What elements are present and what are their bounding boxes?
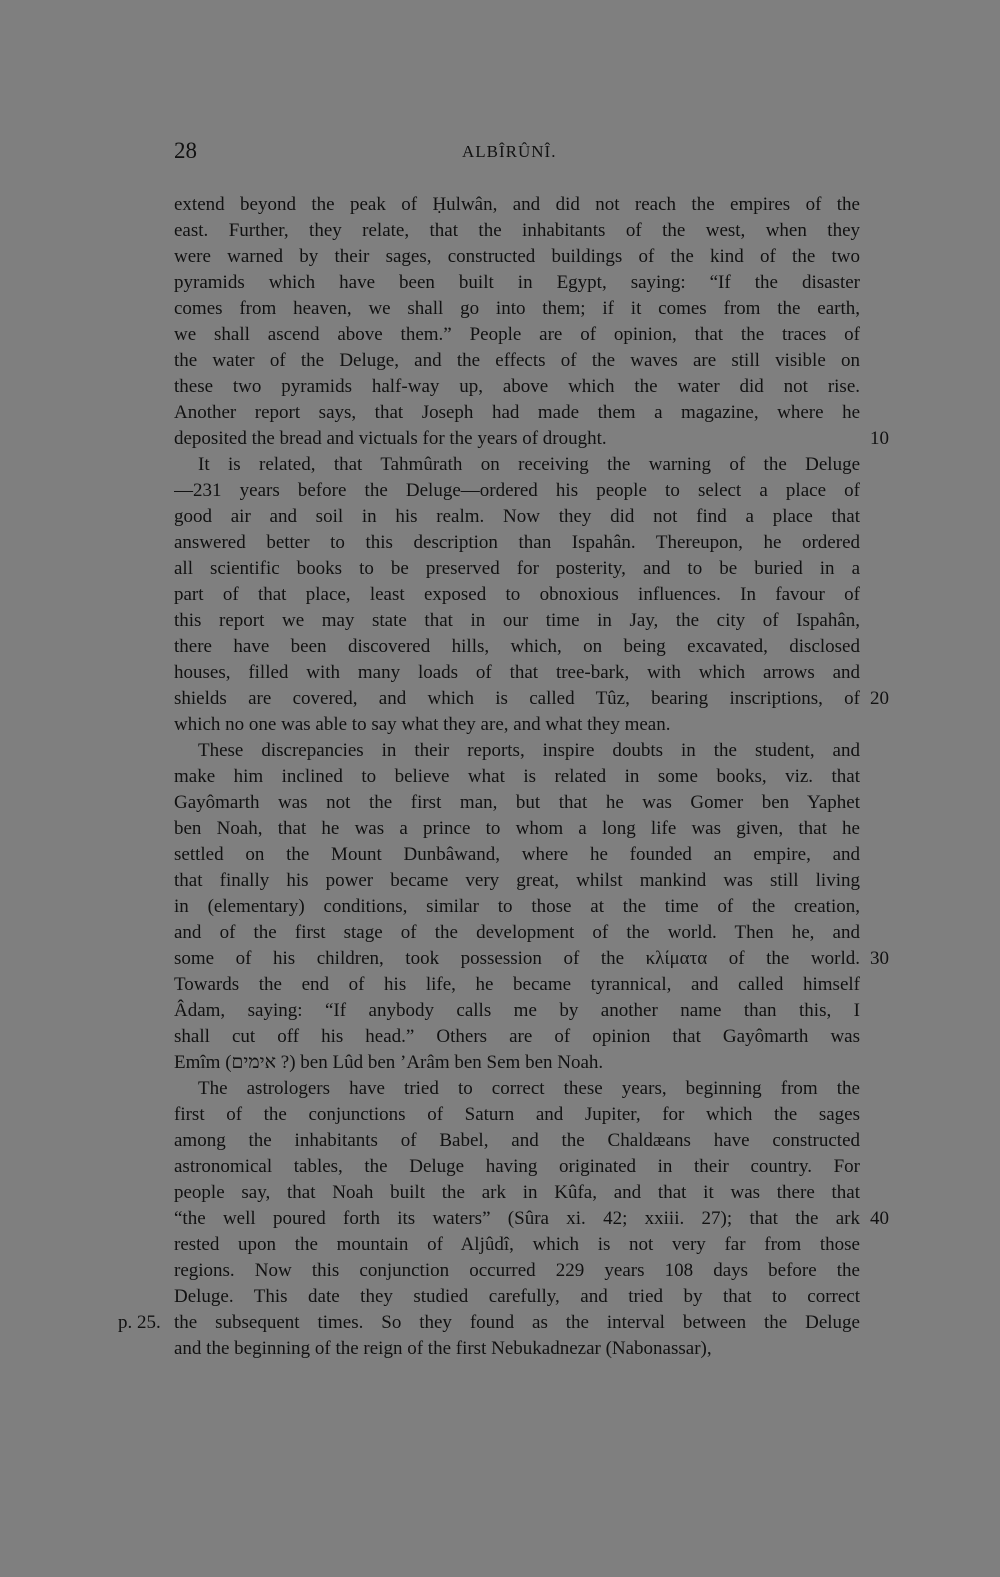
- line-number: 30: [870, 948, 889, 969]
- text-line: and of the first stage of the development of the world. Then he, and: [174, 922, 860, 943]
- text-line: were warned by their sages, constructed buildings of the kind of the two: [174, 246, 860, 267]
- text-line: These discrepancies in their reports, inspire doubts in the student, and: [198, 740, 860, 761]
- text-line: all scientific books to be preserved for posterity, and to be buried in a: [174, 558, 860, 579]
- line-number: 20: [870, 688, 889, 709]
- text-line: answered better to this description than Ispahân. Thereupon, he ordered: [174, 532, 860, 553]
- text-line: Gayômarth was not the first man, but that he was Gomer ben Yaphet: [174, 792, 860, 813]
- text-line: houses, filled with many loads of that tree-bark, with which arrows and: [174, 662, 860, 683]
- text-line: shall cut off his head.” Others are of opinion that Gayômarth was: [174, 1026, 860, 1047]
- text-line: Âdam, saying: “If anybody calls me by another name than this, I: [174, 1000, 860, 1021]
- page-number: 28: [174, 138, 197, 163]
- text-line: “the well poured forth its waters” (Sûra xi. 42; xxiii. 27); that the ark: [174, 1208, 860, 1229]
- text-line: ben Noah, that he was a prince to whom a long life was given, that he: [174, 818, 860, 839]
- text-line: astronomical tables, the Deluge having originated in their country. For: [174, 1156, 860, 1177]
- text-line: shields are covered, and which is called Tûz, bearing inscriptions, of: [174, 688, 860, 709]
- text-line: this report we may state that in our time in Jay, the city of Ispahân,: [174, 610, 860, 631]
- text-line: Another report says, that Joseph had made them a magazine, where he: [174, 402, 860, 423]
- text-line: among the inhabitants of Babel, and the Chaldæans have constructed: [174, 1130, 860, 1151]
- text-line: good air and soil in his realm. Now they did not find a place that: [174, 506, 860, 527]
- text-line: these two pyramids half-way up, above which the water did not rise.: [174, 376, 860, 397]
- text-line: make him inclined to believe what is related in some books, viz. that: [174, 766, 860, 787]
- text-line: which no one was able to say what they are, and what they mean.: [174, 714, 671, 735]
- text-block: [174, 192, 860, 1362]
- margin-page-reference: p. 25.: [118, 1312, 161, 1333]
- text-line: some of his children, took possession of the κλίματα of the world.: [174, 948, 860, 969]
- line-number: 40: [870, 1208, 889, 1229]
- text-line: deposited the bread and victuals for the years of drought.: [174, 428, 607, 449]
- text-line: regions. Now this conjunction occurred 229 years 108 days before the: [174, 1260, 860, 1281]
- text-line: and the beginning of the reign of the first Nebukadnezar (Nabonassar),: [174, 1338, 712, 1359]
- text-line: people say, that Noah built the ark in Kûfa, and that it was there that: [174, 1182, 860, 1203]
- text-line: there have been discovered hills, which, on being excavated, disclosed: [174, 636, 860, 657]
- text-line: the water of the Deluge, and the effects of the waves are still visible on: [174, 350, 860, 371]
- text-line: settled on the Mount Dunbâwand, where he founded an empire, and: [174, 844, 860, 865]
- text-line: first of the conjunctions of Saturn and Jupiter, for which the sages: [174, 1104, 860, 1125]
- text-line: Towards the end of his life, he became tyrannical, and called himself: [174, 974, 860, 995]
- text-line: we shall ascend above them.” People are of opinion, that the traces of: [174, 324, 860, 345]
- text-line: comes from heaven, we shall go into them; if it comes from the earth,: [174, 298, 860, 319]
- text-line: —231 years before the Deluge—ordered his people to select a place of: [174, 480, 860, 501]
- text-line: part of that place, least exposed to obnoxious influences. In favour of: [174, 584, 860, 605]
- line-number: 10: [870, 428, 889, 449]
- text-line: east. Further, they relate, that the inhabitants of the west, when they: [174, 220, 860, 241]
- text-line: in (elementary) conditions, similar to those at the time of the creation,: [174, 896, 860, 917]
- text-line: Emîm (אימים ?) ben Lûd ben ’Arâm ben Sem ben Noah.: [174, 1052, 604, 1073]
- running-head: ALBÎRÛNÎ.: [462, 142, 557, 161]
- text-line: rested upon the mountain of Aljûdî, which is not very far from those: [174, 1234, 860, 1255]
- text-line: the subsequent times. So they found as the interval between the Deluge: [174, 1312, 860, 1333]
- text-line: pyramids which have been built in Egypt, saying: “If the disaster: [174, 272, 860, 293]
- text-line: extend beyond the peak of Ḥulwân, and did not reach the empires of the: [174, 194, 860, 215]
- text-line: The astrologers have tried to correct these years, beginning from the: [198, 1078, 860, 1099]
- text-line: It is related, that Tahmûrath on receiving the warning of the Deluge: [198, 454, 860, 475]
- text-line: Deluge. This date they studied carefully, and tried by that to correct: [174, 1286, 860, 1307]
- text-line: that finally his power became very great, whilst mankind was still living: [174, 870, 860, 891]
